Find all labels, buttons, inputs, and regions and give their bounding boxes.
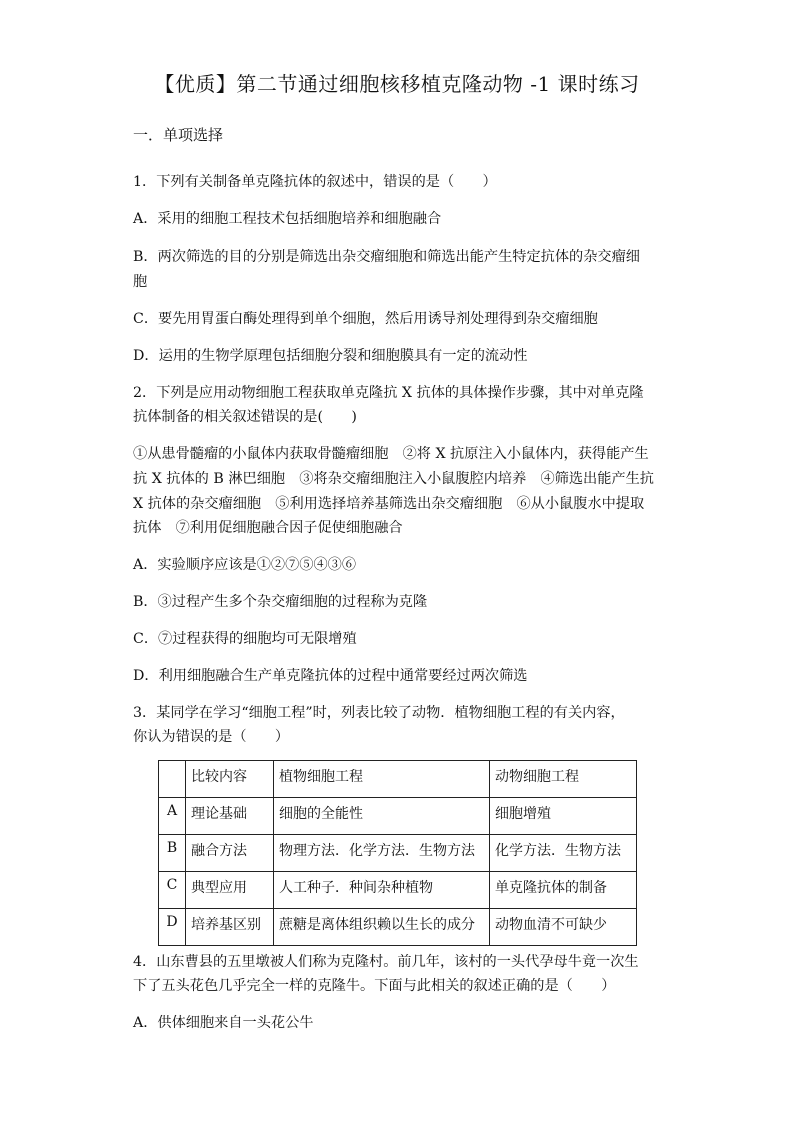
question-3-stem-cont: 你认为错误的是（ ） xyxy=(133,729,290,745)
question-2-stem: 2．下列是应用动物细胞工程获取单克隆抗 X 抗体的具体操作步骤，其中对单克隆 xyxy=(133,385,644,401)
question-2-steps: 抗 X 抗体的 B 淋巴细胞 ③将杂交瘤细胞注入小鼠腹腔内培养 ④筛选出能产生抗 xyxy=(133,471,654,487)
question-4-option-a: A．供体细胞来自一头花公牛 xyxy=(133,1015,314,1031)
table-cell: 细胞的全能性 xyxy=(274,798,490,835)
question-1-option-c: C．要先用胃蛋白酶处理得到单个细胞，然后用诱导剂处理得到杂交瘤细胞 xyxy=(133,311,598,327)
question-2-steps: 抗体 ⑦利用促细胞融合因子促使细胞融合 xyxy=(133,520,403,536)
page-title: 【优质】第二节通过细胞核移植克隆动物 -1 课时练习 xyxy=(154,72,640,96)
table-cell: 人工种子．种间杂种植物 xyxy=(274,872,490,909)
table-cell: 细胞增殖 xyxy=(490,798,637,835)
question-2-option-c: C．⑦过程获得的细胞均可无限增殖 xyxy=(133,631,357,647)
table-header-row xyxy=(159,761,637,798)
table-header-cell: 植物细胞工程 xyxy=(274,761,490,798)
question-1-option-b-cont: 胞 xyxy=(133,274,148,290)
question-2-option-d: D．利用细胞融合生产单克隆抗体的过程中通常要经过两次筛选 xyxy=(133,668,528,684)
table-cell: B xyxy=(159,835,186,872)
table-cell: 典型应用 xyxy=(186,872,274,909)
table-cell: 化学方法．生物方法 xyxy=(490,835,637,872)
question-1-stem: 1．下列有关制备单克隆抗体的叙述中，错误的是（ ） xyxy=(133,174,497,190)
question-4-stem-cont: 下了五头花色几乎完全一样的克隆牛。下面与此相关的叙述正确的是（ ） xyxy=(133,978,616,994)
question-3-stem: 3．某同学在学习“细胞工程”时，列表比较了动物．植物细胞工程的有关内容， xyxy=(133,705,625,721)
table-cell: C xyxy=(159,872,186,909)
table-cell: 理论基础 xyxy=(186,798,274,835)
question-2-option-a: A．实验顺序应该是①②⑦⑤④③⑥ xyxy=(133,557,357,573)
table-cell: 蔗糖是离体组织赖以生长的成分 xyxy=(274,909,490,946)
question-1-option-b: B．两次筛选的目的分别是筛选出杂交瘤细胞和筛选出能产生特定抗体的杂交瘤细 xyxy=(133,249,640,265)
section-heading: 一．单项选择 xyxy=(133,126,224,144)
table-row xyxy=(159,798,637,835)
question-2-stem-cont: 抗体制备的相关叙述错误的是( ) xyxy=(133,409,357,425)
table-cell: 动物血清不可缺少 xyxy=(490,909,637,946)
table-header-cell: 动物细胞工程 xyxy=(490,761,637,798)
comparison-table xyxy=(158,760,637,946)
question-2-option-b: B．③过程产生多个杂交瘤细胞的过程称为克隆 xyxy=(133,594,428,610)
table-row xyxy=(159,872,637,909)
question-2-steps: ①从患骨髓瘤的小鼠体内获取骨髓瘤细胞 ②将 X 抗原注入小鼠体内，获得能产生 xyxy=(133,446,649,462)
table-cell: 单克隆抗体的制备 xyxy=(490,872,637,909)
table-cell: A xyxy=(159,798,186,835)
table-row xyxy=(159,909,637,946)
table-cell: 物理方法．化学方法．生物方法 xyxy=(274,835,490,872)
table-cell: D xyxy=(159,909,186,946)
table-cell: 培养基区别 xyxy=(186,909,274,946)
question-1-option-d: D．运用的生物学原理包括细胞分裂和细胞膜具有一定的流动性 xyxy=(133,348,528,364)
table-cell: 融合方法 xyxy=(186,835,274,872)
question-4-stem: 4．山东曹县的五里墩被人们称为克隆村。前几年，该村的一头代孕母牛竟一次生 xyxy=(133,954,639,970)
question-2-steps: X 抗体的杂交瘤细胞 ⑤利用选择培养基筛选出杂交瘤细胞 ⑥从小鼠腹水中提取 xyxy=(133,496,645,512)
table-row xyxy=(159,835,637,872)
table-cell xyxy=(159,761,186,798)
question-1-option-a: A．采用的细胞工程技术包括细胞培养和细胞融合 xyxy=(133,211,442,227)
table-header-cell: 比较内容 xyxy=(186,761,274,798)
